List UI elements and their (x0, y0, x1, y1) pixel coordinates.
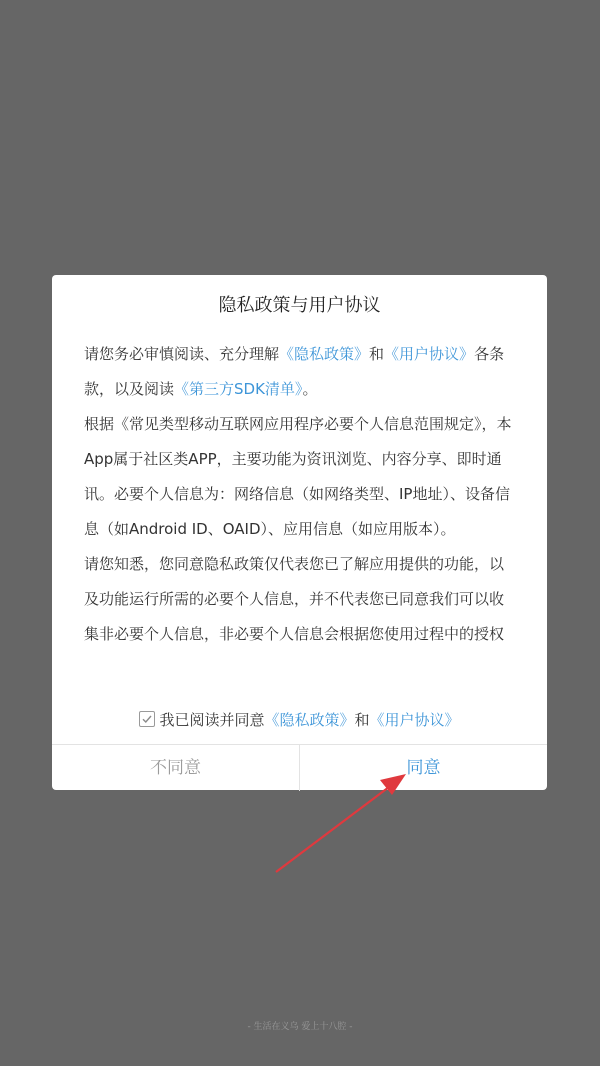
user-agreement-link[interactable]: 《用户协议》 (384, 345, 475, 363)
consent-text-1: 我已阅读并同意 (159, 711, 265, 729)
notice-paragraph: 请您知悉，您同意隐私政策仅代表您已了解应用提供的功能，以及功能运行所需的必要个人信息，并不代表您已同意我们可以收集非必要个人信息，非必要个人信息会根据您使用过程中的授权 (84, 555, 505, 643)
dialog-content[interactable] (84, 337, 516, 669)
intro-text-2: 和 (369, 345, 385, 363)
consent-agreement-link[interactable]: 《用户协议》 (369, 711, 460, 729)
disagree-button[interactable]: 不同意 (52, 745, 300, 791)
check-icon (141, 713, 153, 725)
privacy-policy-link[interactable]: 《隐私政策》 (279, 345, 370, 363)
dialog-title: 隐私政策与用户协议 (218, 295, 381, 316)
intro-text-3: 各条款，以及阅读 (84, 345, 505, 398)
consent-privacy-link[interactable]: 《隐私政策》 (264, 711, 355, 729)
third-party-sdk-link[interactable]: 《第三方SDK清单》 (174, 380, 303, 398)
consent-text-2: 和 (354, 711, 370, 729)
agree-button[interactable]: 同意 (406, 758, 441, 778)
footer-text: - 生活在义乌 爱上十八腔 - (247, 1022, 353, 1032)
intro-text-4: 。 (302, 380, 318, 398)
regulation-paragraph: 根据《常见类型移动互联网应用程序必要个人信息范围规定》，本App属于社区类APP，主要功能为资讯浏览、内容分享、即时通讯。必要个人信息为：网络信息（如网络类型、IP地址）、设备信息（如Android ID、OAID）、应用信息（如应用版本）。 (84, 415, 512, 538)
consent-row (52, 707, 547, 733)
consent-checkbox[interactable] (139, 711, 155, 727)
intro-text-1: 请您务必审慎阅读、充分理解 (84, 345, 280, 363)
privacy-dialog (52, 275, 547, 790)
intro-paragraph (84, 337, 516, 407)
button-row (52, 744, 547, 791)
